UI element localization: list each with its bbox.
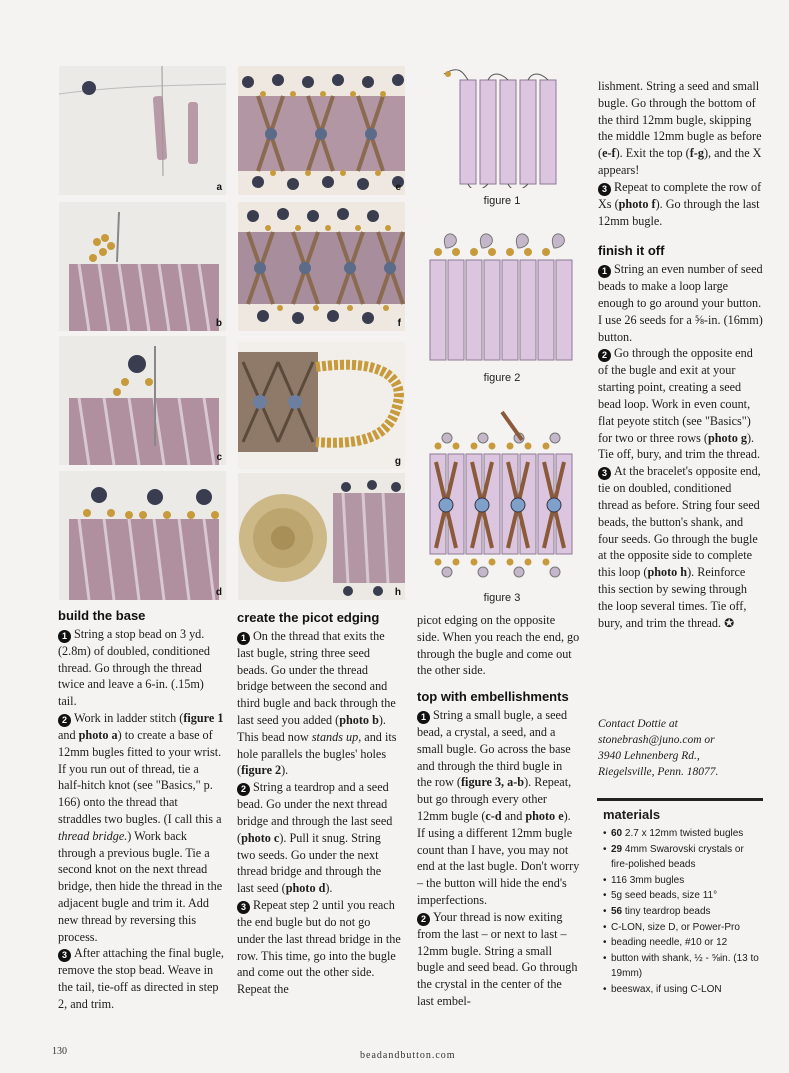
continued-text: picot edging on the opposite side. When you reach the end, go through the bugle and come out the other side. bbox=[417, 613, 580, 678]
material-text: 4mm Swarovski crystals or fire-polished beads bbox=[611, 843, 744, 871]
material-text: 2.7 x 12mm twisted bugles bbox=[622, 828, 744, 839]
photo-h bbox=[238, 473, 405, 600]
photo-label: e bbox=[395, 182, 401, 193]
step-number-2: 2 bbox=[417, 913, 430, 926]
figure-ref: f-g bbox=[689, 146, 704, 161]
photo-ref: photo a bbox=[78, 727, 118, 742]
photo-ref: photo b bbox=[339, 712, 379, 727]
photo-label: a bbox=[216, 182, 222, 193]
material-text: 5g seed beads, size 11° bbox=[611, 890, 718, 902]
figure-2-caption: figure 2 bbox=[483, 372, 521, 384]
figure-3-diagram bbox=[426, 410, 576, 588]
page-number: 130 bbox=[52, 1046, 67, 1057]
step-3 bbox=[598, 463, 764, 631]
step-text: String an even number of seed beads to make a loop large enough to go around your button. I use 26 seeds for a ⅝-in. (16mm) button. bbox=[598, 262, 763, 344]
photo-label: d bbox=[215, 587, 222, 598]
material-text: tiny teardrop beads bbox=[622, 905, 711, 917]
step-number-3: 3 bbox=[58, 949, 71, 962]
contact-address: 3940 Lehnenberg Rd., bbox=[598, 750, 700, 762]
step-text: Your thread is now exiting from the last – or next to last – 12mm bugle. String a small bugle and seed bead. Go through the crystal in the center of the last embel- bbox=[417, 909, 578, 1008]
materials-item bbox=[603, 951, 763, 982]
materials-item bbox=[603, 873, 763, 889]
material-text: beading needle, #10 or 12 bbox=[611, 937, 728, 949]
photo-ref: photo g bbox=[708, 430, 747, 445]
section-heading: finish it off bbox=[598, 243, 665, 259]
step-text: ), and the X appears! bbox=[598, 146, 762, 177]
photo-ref: photo c bbox=[241, 830, 280, 845]
step-text: Work in ladder stitch ( bbox=[74, 710, 184, 725]
photo-ref: photo d bbox=[285, 881, 326, 896]
step-3 bbox=[58, 945, 224, 1012]
step-text: ). If using a different 12mm bugle count than I have, you may not end at the last bugle. Don't worry – the button will hide the end's imperfections. bbox=[417, 808, 580, 907]
step-text: and bbox=[501, 808, 526, 823]
section-heading: top with embellishments bbox=[417, 689, 569, 705]
photo-label: b bbox=[215, 318, 222, 329]
contact-email: stonebrash@juno.com or bbox=[598, 734, 715, 746]
materials-item bbox=[603, 982, 763, 998]
step-2 bbox=[58, 710, 224, 945]
step-number-1: 1 bbox=[417, 711, 430, 724]
material-text: button with shank, ½ - ⅝in. (13 to 19mm) bbox=[611, 952, 759, 980]
photo-a-image bbox=[59, 66, 226, 195]
materials-title: materials bbox=[603, 807, 661, 822]
materials-item bbox=[603, 920, 763, 936]
materials-item bbox=[603, 842, 763, 873]
step-text: String a teardrop and a seed bead. Go under the next thread bridge and through the last seed ( bbox=[237, 780, 393, 845]
photo-e-image bbox=[238, 66, 405, 195]
quantity: 60 bbox=[611, 828, 623, 839]
step-2 bbox=[417, 909, 580, 1010]
section-heading: create the picot edging bbox=[237, 610, 380, 625]
material-text: beeswax, if using C-LON bbox=[611, 983, 722, 995]
term: thread bridge. bbox=[58, 828, 128, 843]
figure-3-caption: figure 3 bbox=[483, 592, 521, 604]
photo-c bbox=[59, 336, 226, 465]
column-2 bbox=[237, 610, 401, 998]
step-text: ). bbox=[325, 881, 333, 896]
step-number-2: 2 bbox=[598, 349, 611, 362]
step-1 bbox=[58, 626, 224, 710]
figure-ref: e-f bbox=[602, 146, 616, 161]
photo-ref: photo e bbox=[525, 808, 564, 823]
step-number-2: 2 bbox=[237, 783, 250, 796]
photo-b-image bbox=[59, 202, 226, 331]
step-text: ). This bead now bbox=[237, 712, 386, 744]
materials-list bbox=[597, 826, 763, 998]
column-1 bbox=[58, 608, 224, 1013]
figure-3 bbox=[426, 410, 576, 588]
step-text: ). Tie off, bury, and trim the thread. bbox=[598, 430, 761, 462]
end-mark-icon: ✪ bbox=[724, 615, 735, 630]
photo-label: h bbox=[394, 587, 401, 598]
material-text: C-LON, size D, or Power-Pro bbox=[611, 921, 740, 933]
figure-1-caption: figure 1 bbox=[483, 195, 521, 207]
step-text: Go through the opposite end of the bugle and exit at your starting point, creating a seed bead loop. Work in even count, flat peyote stitch (see "Basics") for two or three rows ( bbox=[598, 346, 753, 445]
step-2 bbox=[237, 779, 401, 897]
photo-label: f bbox=[397, 318, 401, 329]
photo-ref: photo h bbox=[647, 565, 688, 580]
step-text: ). Pull it snug. String two seeds. Go under the next thread bridge and through the last seed ( bbox=[237, 830, 382, 896]
step-text: ). Reinforce this section by sewing through the loop several times. Tie off, bury, and trim the thread. bbox=[598, 565, 747, 630]
step-2 bbox=[598, 345, 764, 463]
step-text: and bbox=[58, 727, 79, 742]
photo-d-image bbox=[59, 471, 226, 600]
step-text: After attaching the final bugle, remove the stop bead. Weave in the tail, tie-off as directed in step 2, and trim. bbox=[58, 946, 224, 1011]
step-text: Repeat to complete the row of Xs ( bbox=[598, 179, 762, 211]
step-number-2: 2 bbox=[58, 714, 71, 727]
step-1 bbox=[417, 707, 580, 909]
photo-a bbox=[59, 66, 226, 195]
section-heading: build the base bbox=[58, 608, 146, 623]
step-text: lishment. String a seed and small bugle. Go through the bottom of the third 12mm bugle, skipping the middle 12mm bugle as before ( bbox=[598, 79, 762, 161]
step-3 bbox=[598, 179, 764, 230]
step-text: ). Exit the top ( bbox=[615, 146, 690, 161]
materials-box bbox=[597, 798, 763, 998]
materials-item bbox=[603, 826, 763, 842]
contact-line: Contact Dottie at bbox=[598, 718, 678, 730]
figure-ref: figure 2 bbox=[241, 763, 282, 778]
contact-info bbox=[598, 716, 764, 780]
continued-text bbox=[598, 78, 764, 179]
step-text: String a small bugle, a seed bead, a crystal, a seed, and a small bugle. Go across the base and through the third bugle in the row ( bbox=[417, 707, 571, 790]
photo-label: g bbox=[394, 456, 401, 467]
materials-item bbox=[603, 935, 763, 951]
materials-item bbox=[603, 904, 763, 920]
step-number-1: 1 bbox=[58, 630, 71, 643]
photo-e bbox=[238, 66, 405, 195]
photo-c-image bbox=[59, 336, 226, 465]
step-text: At the bracelet's opposite end, tie on doubled, conditioned thread as before. String four seed beads, the button's shank, and four seeds. Go through the bugle at the opposite side to complete this loop ( bbox=[598, 464, 761, 580]
step-number-3: 3 bbox=[598, 467, 611, 480]
photo-b bbox=[59, 202, 226, 331]
step-text: String a stop bead on 3 yd. (2.8m) of doubled, conditioned thread. Go through the thread twice and leave a 6-in. (.15m) tail. bbox=[58, 626, 210, 709]
step-1 bbox=[598, 261, 764, 345]
column-3 bbox=[417, 612, 580, 1010]
site-url: beadandbutton.com bbox=[360, 1050, 456, 1061]
step-text: Repeat step 2 until you reach the end bugle but do not go under the last thread bridge in the row. This time, go into the bugle and come out the other side. Repeat the bbox=[237, 897, 401, 997]
step-number-3: 3 bbox=[598, 183, 611, 196]
figure-1 bbox=[440, 68, 570, 188]
photo-g-image bbox=[238, 342, 405, 469]
step-text: On the thread that exits the last bugle, string three seed beads. Go under the thread bridge between the second and third bugle and back through the last seed you added ( bbox=[237, 628, 396, 727]
step-text: ). Repeat, but go through every other 12mm bugle ( bbox=[417, 775, 572, 823]
quantity: 56 bbox=[611, 905, 623, 917]
step-number-1: 1 bbox=[598, 265, 611, 278]
step-text: , and its hole parallels the bugles' holes ( bbox=[237, 729, 397, 778]
quantity: 29 bbox=[611, 843, 623, 855]
column-4 bbox=[598, 78, 764, 631]
step-text: ) Work back through a previous bugle. Tie a second knot on the next thread bridge, then hide the thread in the adjacent bugle and trim it. Add new thread by reversing this process. bbox=[58, 828, 223, 944]
figure-ref: c-d bbox=[485, 808, 502, 823]
figure-2-diagram bbox=[428, 226, 578, 364]
material-text: 116 3mm bugles bbox=[611, 874, 685, 886]
contact-city: Riegelsville, Penn. 18077. bbox=[598, 766, 719, 778]
photo-f-image bbox=[238, 202, 405, 331]
figure-ref: figure 1 bbox=[183, 710, 224, 725]
materials-item bbox=[603, 888, 763, 904]
step-1 bbox=[237, 628, 401, 779]
photo-ref: photo f bbox=[618, 196, 656, 211]
figure-1-diagram bbox=[440, 68, 570, 188]
step-text: ). bbox=[281, 763, 289, 778]
step-number-1: 1 bbox=[237, 632, 250, 645]
photo-g bbox=[238, 342, 405, 469]
step-number-3: 3 bbox=[237, 901, 250, 914]
step-3 bbox=[237, 897, 401, 998]
photo-f bbox=[238, 202, 405, 331]
figure-ref: figure 3, a-b bbox=[461, 775, 525, 790]
photo-h-image bbox=[238, 473, 405, 600]
step-text: ) to create a base of 12mm bugles fitted to your wrist. If you run out of thread, tie a half-hitch knot (see "Basics," p. 166) onto the thread that straddles two bugles. (I call this a bbox=[58, 727, 222, 826]
photo-label: c bbox=[216, 452, 222, 463]
figure-2 bbox=[428, 226, 578, 364]
photo-d bbox=[59, 471, 226, 600]
term: stands up bbox=[311, 729, 359, 744]
step-text: ). Go through the last 12mm bugle. bbox=[598, 196, 760, 228]
